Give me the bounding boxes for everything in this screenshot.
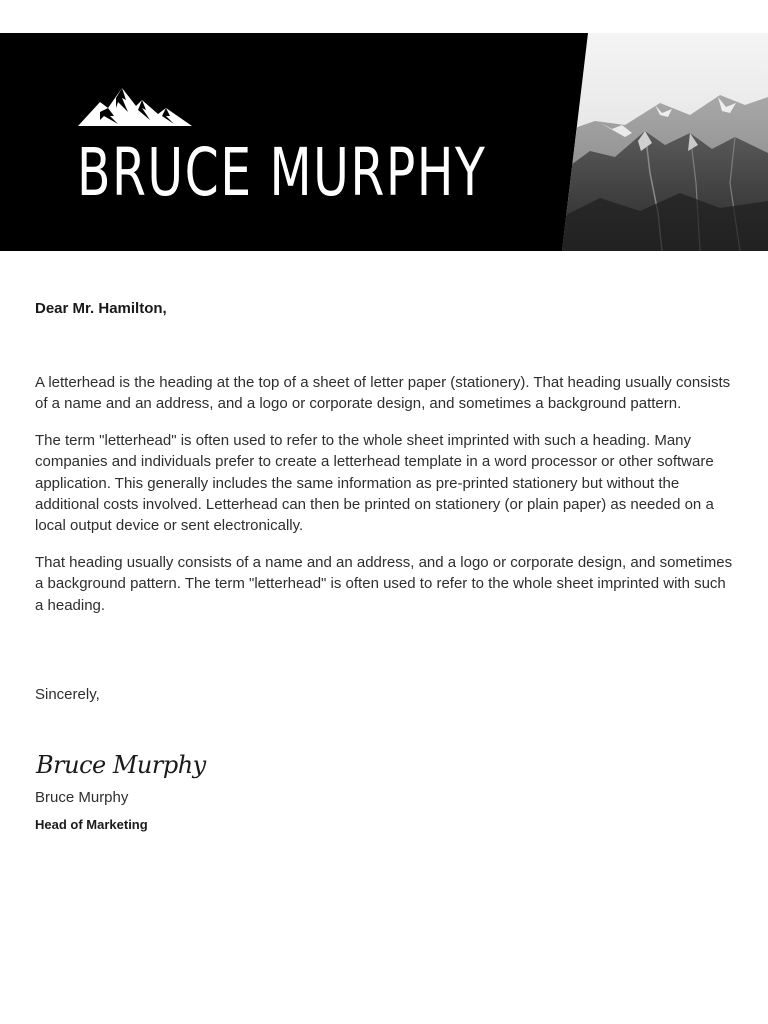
letter-closing: Sincerely, <box>35 686 100 703</box>
signer-title: Head of Marketing <box>35 817 148 832</box>
letter-paragraph: That heading usually consists of a name and an address, and a logo or corporate design, and sometimes a background pattern. The term "letterhead" is often used to refer to the whole sheet imprinted with such a heading. <box>35 553 733 614</box>
letterhead-header <box>0 33 768 251</box>
letterhead-name: BRUCE MURPHY <box>77 134 487 211</box>
handwritten-signature: Bruce Murphy <box>36 751 206 779</box>
letter-greeting: Dear Mr. Hamilton, <box>35 300 167 317</box>
mountain-logo-icon <box>78 86 192 128</box>
letter-body <box>35 372 735 631</box>
letter-paragraph: The term "letterhead" is often used to refer to the whole sheet imprinted with such a heading. Many companies and individuals prefer to create a letterhead template in a word processor or other software application. This generally includes the same information as pre-printed stationery but without the additional costs involved. Letterhead can then be printed on stationery (or plain paper) as needed on a local output device or sent electronically. <box>35 431 714 535</box>
letter-paragraph: A letterhead is the heading at the top of a sheet of letter paper (stationery). That heading usually consists of a name and an address, and a logo or corporate design, and sometimes a background pattern. <box>35 374 731 413</box>
signer-name: Bruce Murphy <box>35 789 129 806</box>
